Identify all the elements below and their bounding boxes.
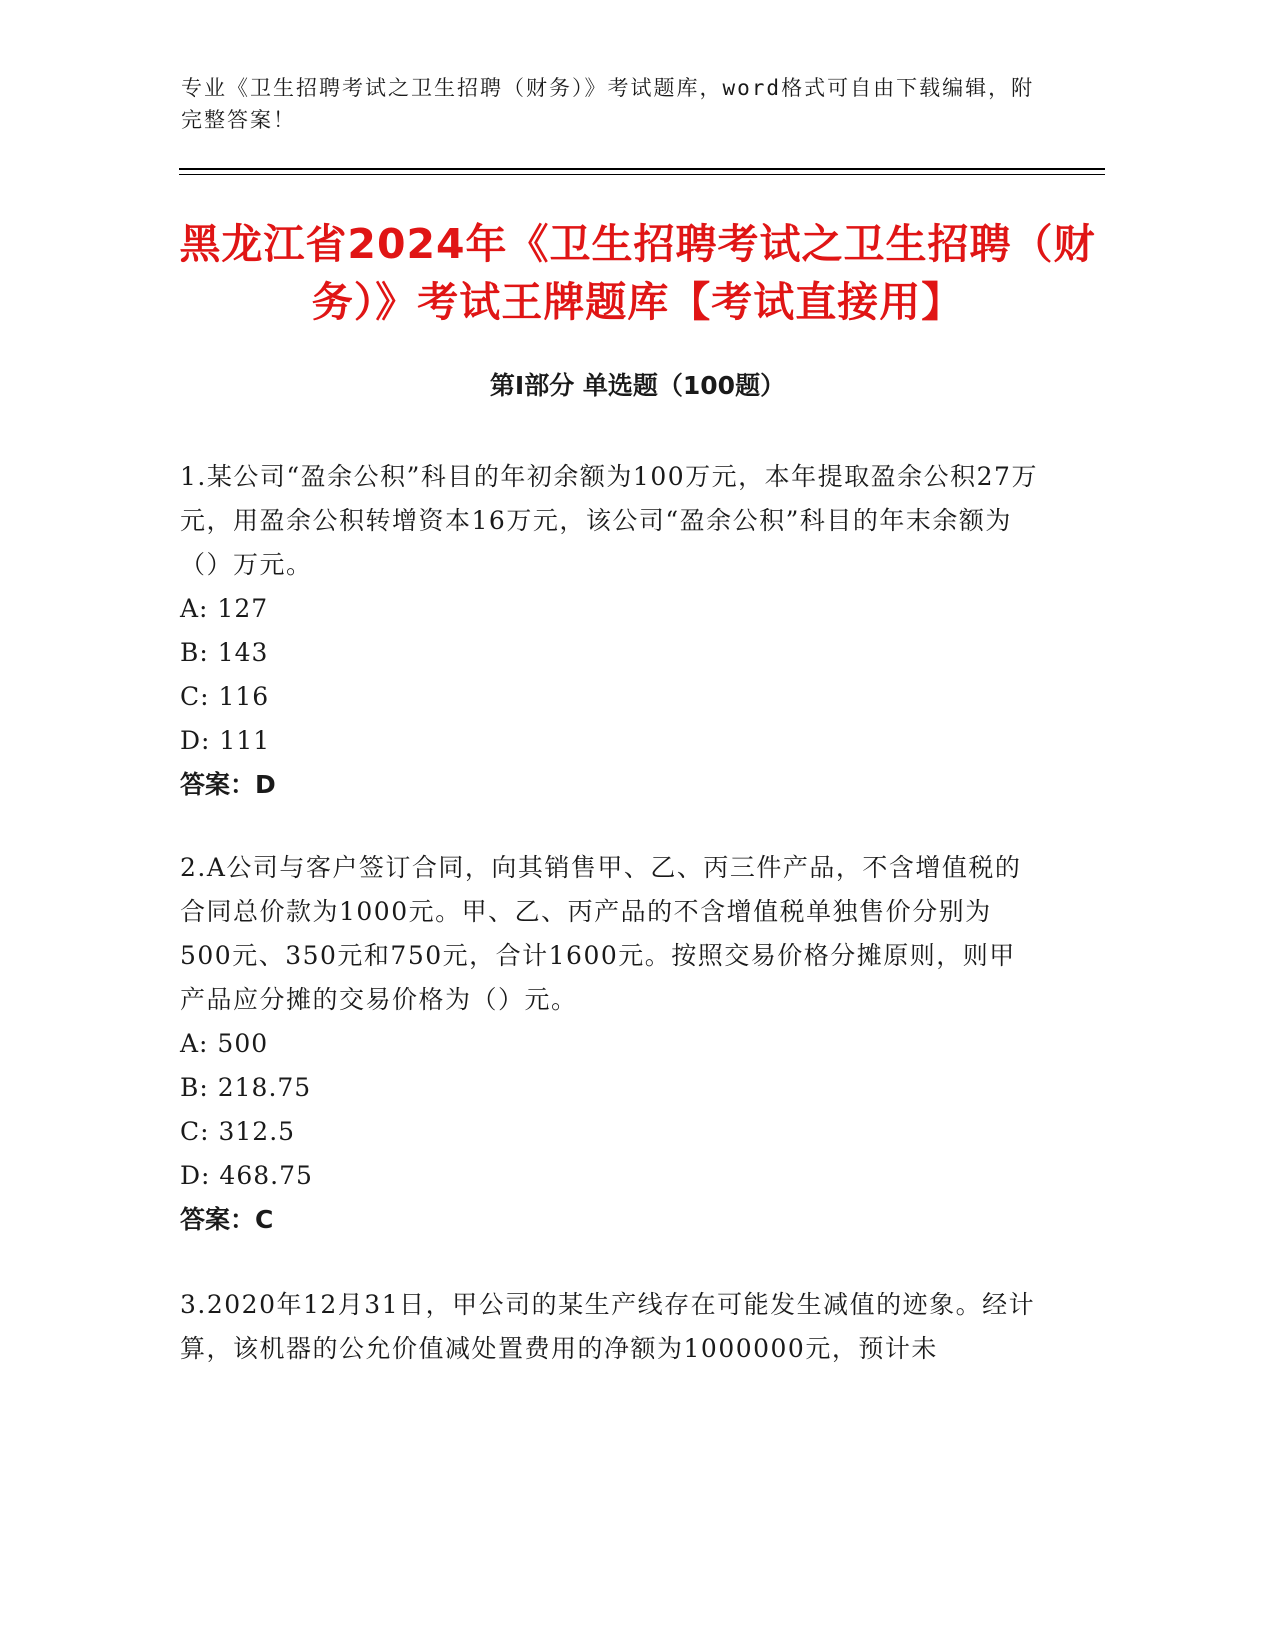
- question-answer: 答案：D: [180, 770, 276, 799]
- option-b: B: 143: [180, 638, 269, 667]
- question-text: 3.2020年12月31日，甲公司的某生产线存在可能发生减值的迹象。经计算，该机器的公允价值减处置费用的净额为1000000元，预计未: [180, 1290, 1036, 1363]
- option-c: C: 116: [180, 682, 270, 711]
- question-text: 1.某公司“盈余公积”科目的年初余额为100万元，本年提取盈余公积27万元，用盈余公积转增资本16万元，该公司“盈余公积”科目的年末余额为（）万元。: [180, 462, 1038, 579]
- question-options: [180, 1022, 1040, 1198]
- option-d: D: 111: [180, 726, 271, 755]
- question-answer: 答案：C: [180, 1205, 274, 1234]
- question-options: [180, 587, 1040, 763]
- option-c: C: 312.5: [180, 1117, 296, 1146]
- option-a: A: 127: [180, 594, 269, 623]
- question-text: 2.A公司与客户签订合同，向其销售甲、乙、丙三件产品，不含增值税的合同总价款为1000元。甲、乙、丙产品的不含增值税单独售价分别为500元、350元和750元，合计1600元。按照交易价格分摊原则，则甲产品应分摊的交易价格为（）元。: [180, 853, 1022, 1014]
- question-1: [180, 455, 1040, 807]
- option-a: A: 500: [180, 1029, 269, 1058]
- header-rule-thin: [179, 174, 1105, 175]
- option-d: D: 468.75: [180, 1161, 313, 1190]
- header-rule-thick: [179, 168, 1105, 170]
- section-title: 第I部分 单选题（100题）: [489, 371, 786, 400]
- question-3: [180, 1283, 1040, 1371]
- question-2: [180, 846, 1040, 1242]
- document-title: 黑龙江省2024年《卫生招聘考试之卫生招聘（财务）》考试王牌题库【考试直接用】: [179, 220, 1096, 326]
- option-b: B: 218.75: [180, 1073, 312, 1102]
- header-note: 专业《卫生招聘考试之卫生招聘（财务）》考试题库，word格式可自由下载编辑，附完整答案！: [181, 76, 1035, 132]
